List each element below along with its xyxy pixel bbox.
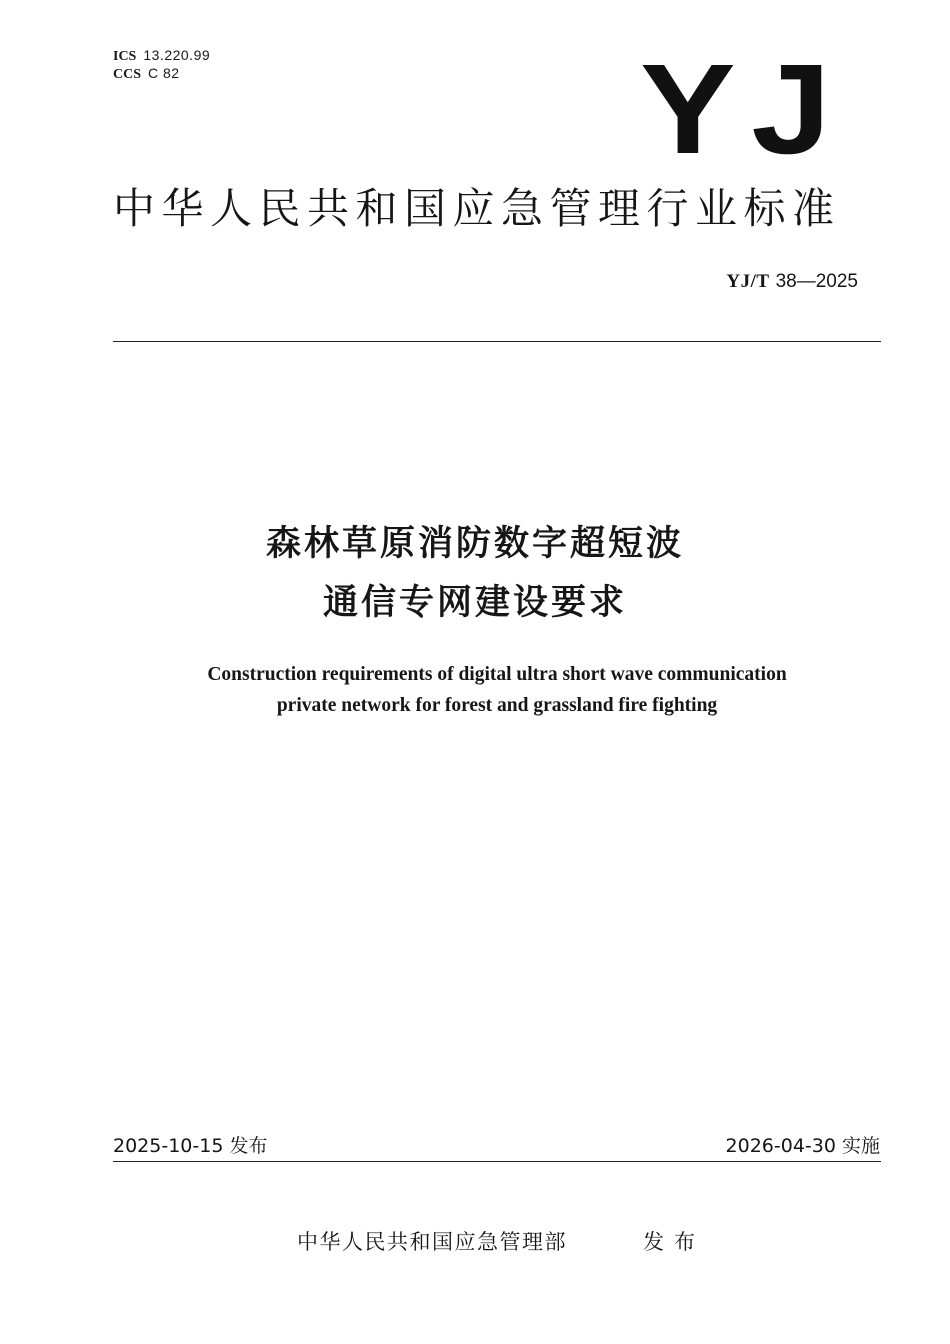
ccs-label: CCS xyxy=(113,67,142,82)
standard-number xyxy=(726,270,858,293)
en-title-line-2: private network for forest and grassland fire fighting xyxy=(276,695,718,716)
issue-word: 发布 xyxy=(643,1230,705,1254)
ics-value: 13.220.99 xyxy=(143,47,211,63)
en-title-line-1: Construction requirements of digital ultra short wave communication xyxy=(207,664,787,685)
ccs-code xyxy=(113,65,180,83)
standard-number-value: 38—2025 xyxy=(775,271,858,292)
bottom-divider xyxy=(113,1161,881,1162)
issuer-name: 中华人民共和国应急管理部 xyxy=(297,1230,567,1254)
standard-category-title: 中华人民共和国应急管理行业标准 xyxy=(113,184,841,233)
ics-label: ICS xyxy=(113,49,137,64)
yj-logo: YJ xyxy=(640,38,847,181)
implementation-date: 2026-04-30 实施 xyxy=(725,1135,880,1157)
ccs-value: C 82 xyxy=(148,65,180,81)
standard-number-prefix: YJ/T xyxy=(726,271,770,292)
ics-code xyxy=(113,47,210,65)
cn-title-line-1: 森林草原消防数字超短波 xyxy=(265,524,684,564)
top-divider xyxy=(113,341,881,342)
release-date: 2025-10-15 发布 xyxy=(113,1135,268,1157)
cn-title-line-2: 通信专网建设要求 xyxy=(322,583,627,623)
